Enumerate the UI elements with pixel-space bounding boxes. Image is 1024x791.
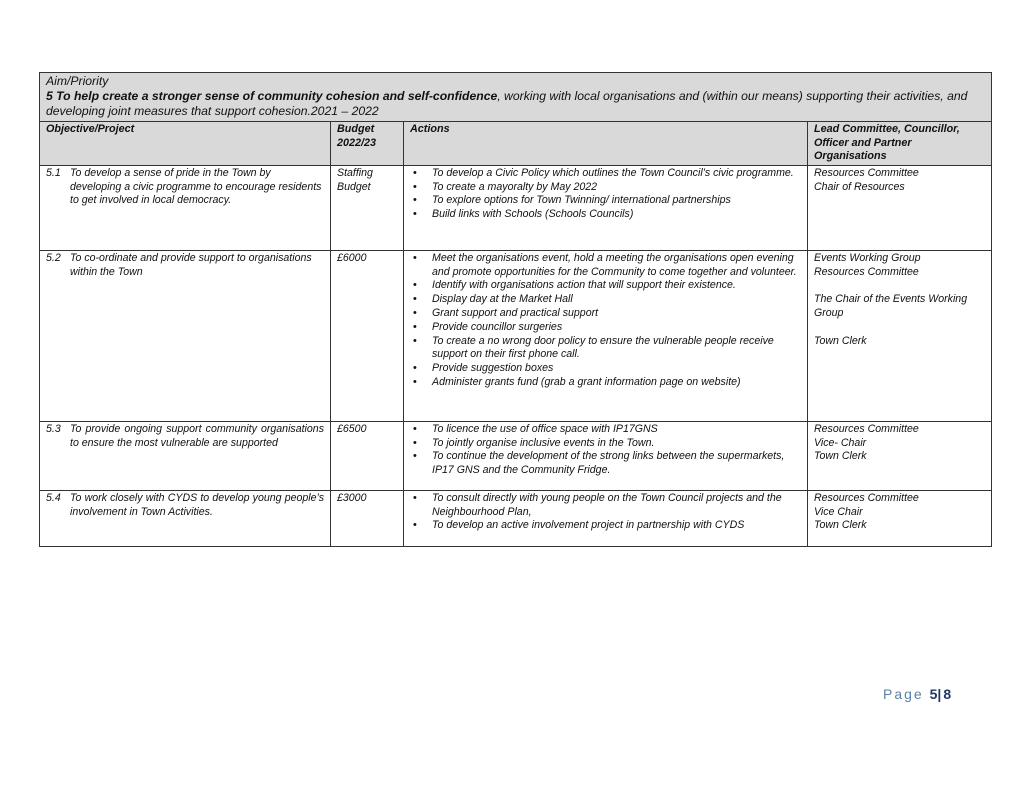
table-row	[40, 490, 992, 546]
action-item: • Provide suggestion boxes	[432, 362, 801, 376]
aim-bold-text: 5 To help create a stronger sense of community cohesion and self-confidence	[46, 89, 498, 103]
actions-list	[410, 252, 801, 390]
lead-line	[814, 279, 985, 293]
action-item: • To licence the use of office space with IP17GNS	[432, 423, 801, 437]
lead-line: Vice- Chair	[814, 436, 867, 449]
budget-cell: £6500	[331, 421, 404, 490]
action-item: • Meet the organisations event, hold a meeting the organisations open evening and promote opportunities for the Community to come together and volunteer.	[432, 252, 801, 280]
lead-line: Town Clerk	[814, 519, 867, 532]
aim-text	[46, 89, 985, 119]
objective-cell	[40, 165, 331, 250]
actions-cell	[404, 250, 808, 421]
page-separator: |	[937, 686, 944, 702]
table-row	[40, 421, 992, 490]
actions-cell	[404, 421, 808, 490]
priority-table	[39, 72, 992, 547]
actions-cell	[404, 165, 808, 250]
objective-number: 5.1	[46, 166, 61, 179]
objective-text: To work closely with CYDS to develop young people’s involvement in Town Activities.	[70, 491, 324, 518]
lead-line: Events Working Group	[814, 251, 921, 264]
action-item: • Provide councillor surgeries	[432, 321, 801, 335]
aim-label: Aim/Priority	[46, 74, 109, 88]
objective-cell	[40, 421, 331, 490]
page-number: 5	[929, 686, 938, 702]
header-row	[40, 122, 992, 166]
lead-cell	[808, 165, 992, 250]
budget-cell: £3000	[331, 490, 404, 546]
priority-table-container	[39, 72, 991, 547]
budget-cell: £6000	[331, 250, 404, 421]
action-item: • Administer grants fund (grab a grant information page on website)	[432, 376, 801, 390]
action-item: • Display day at the Market Hall	[432, 293, 801, 307]
header-actions: Actions	[404, 122, 808, 166]
action-item: • To jointly organise inclusive events in the Town.	[432, 437, 801, 451]
lead-line: Resources Committee	[814, 166, 919, 179]
aim-row	[40, 73, 992, 122]
header-objective: Objective/Project	[40, 122, 331, 166]
lead-cell	[808, 250, 992, 421]
objective-text: To develop a sense of pride in the Town by developing a civic programme to encourage residents to get involved in local democracy.	[70, 166, 322, 207]
action-item: • Build links with Schools (Schools Councils)	[432, 208, 801, 222]
lead-line: Resources Committee	[814, 491, 919, 504]
page-total: 8	[943, 686, 952, 702]
table-row	[40, 250, 992, 421]
lead-line: Town Clerk	[814, 334, 867, 347]
action-item: • Identify with organisations action that will support their existence.	[432, 279, 801, 293]
lead-line: Vice Chair	[814, 505, 863, 518]
aim-rest-text: , working with local organisations and (within our means) supporting their activities, and developing joint measures that support cohesion.2021 – 2022	[46, 89, 968, 118]
action-item: • To create a mayoralty by May 2022	[432, 181, 801, 195]
budget-cell: Staffing Budget	[331, 165, 404, 250]
objective-cell	[40, 250, 331, 421]
lead-line: Town Clerk	[814, 450, 867, 463]
action-item: • To create a no wrong door policy to ensure the vulnerable people receive support on their first phone call.	[432, 335, 801, 363]
actions-list	[410, 423, 801, 478]
actions-list	[410, 167, 801, 222]
page-word: Page	[883, 686, 924, 702]
lead-line	[814, 321, 985, 335]
action-item: • To continue the development of the strong links between the supermarkets, IP17 GNS and the Community Fridge.	[432, 450, 801, 478]
lead-cell	[808, 490, 992, 546]
table-row	[40, 165, 992, 250]
objective-number: 5.3	[46, 422, 61, 435]
lead-line: Chair of Resources	[814, 180, 905, 193]
objective-number: 5.4	[46, 491, 61, 504]
action-item: • Grant support and practical support	[432, 307, 801, 321]
action-item: • To explore options for Town Twinning/ international partnerships	[432, 194, 801, 208]
actions-list	[410, 492, 801, 533]
aim-cell	[40, 73, 992, 122]
objective-text: To provide ongoing support community organisations to ensure the most vulnerable are supported	[70, 422, 324, 449]
objective-text: To co-ordinate and provide support to organisations within the Town	[70, 251, 312, 278]
lead-line: Resources Committee	[814, 265, 919, 278]
lead-cell	[808, 421, 992, 490]
action-item: • To consult directly with young people on the Town Council projects and the Neighbourhood Plan,	[432, 492, 801, 520]
page-footer	[883, 686, 951, 702]
objective-cell	[40, 490, 331, 546]
header-budget: Budget 2022/23	[331, 122, 404, 166]
actions-cell	[404, 490, 808, 546]
lead-line: Resources Committee	[814, 422, 919, 435]
objective-number: 5.2	[46, 251, 61, 264]
header-lead: Lead Committee, Councillor, Officer and Partner Organisations	[808, 122, 992, 166]
action-item: • To develop a Civic Policy which outlines the Town Council’s civic programme.	[432, 167, 801, 181]
lead-line: The Chair of the Events Working Group	[814, 293, 968, 319]
action-item: • To develop an active involvement project in partnership with CYDS	[432, 519, 801, 533]
